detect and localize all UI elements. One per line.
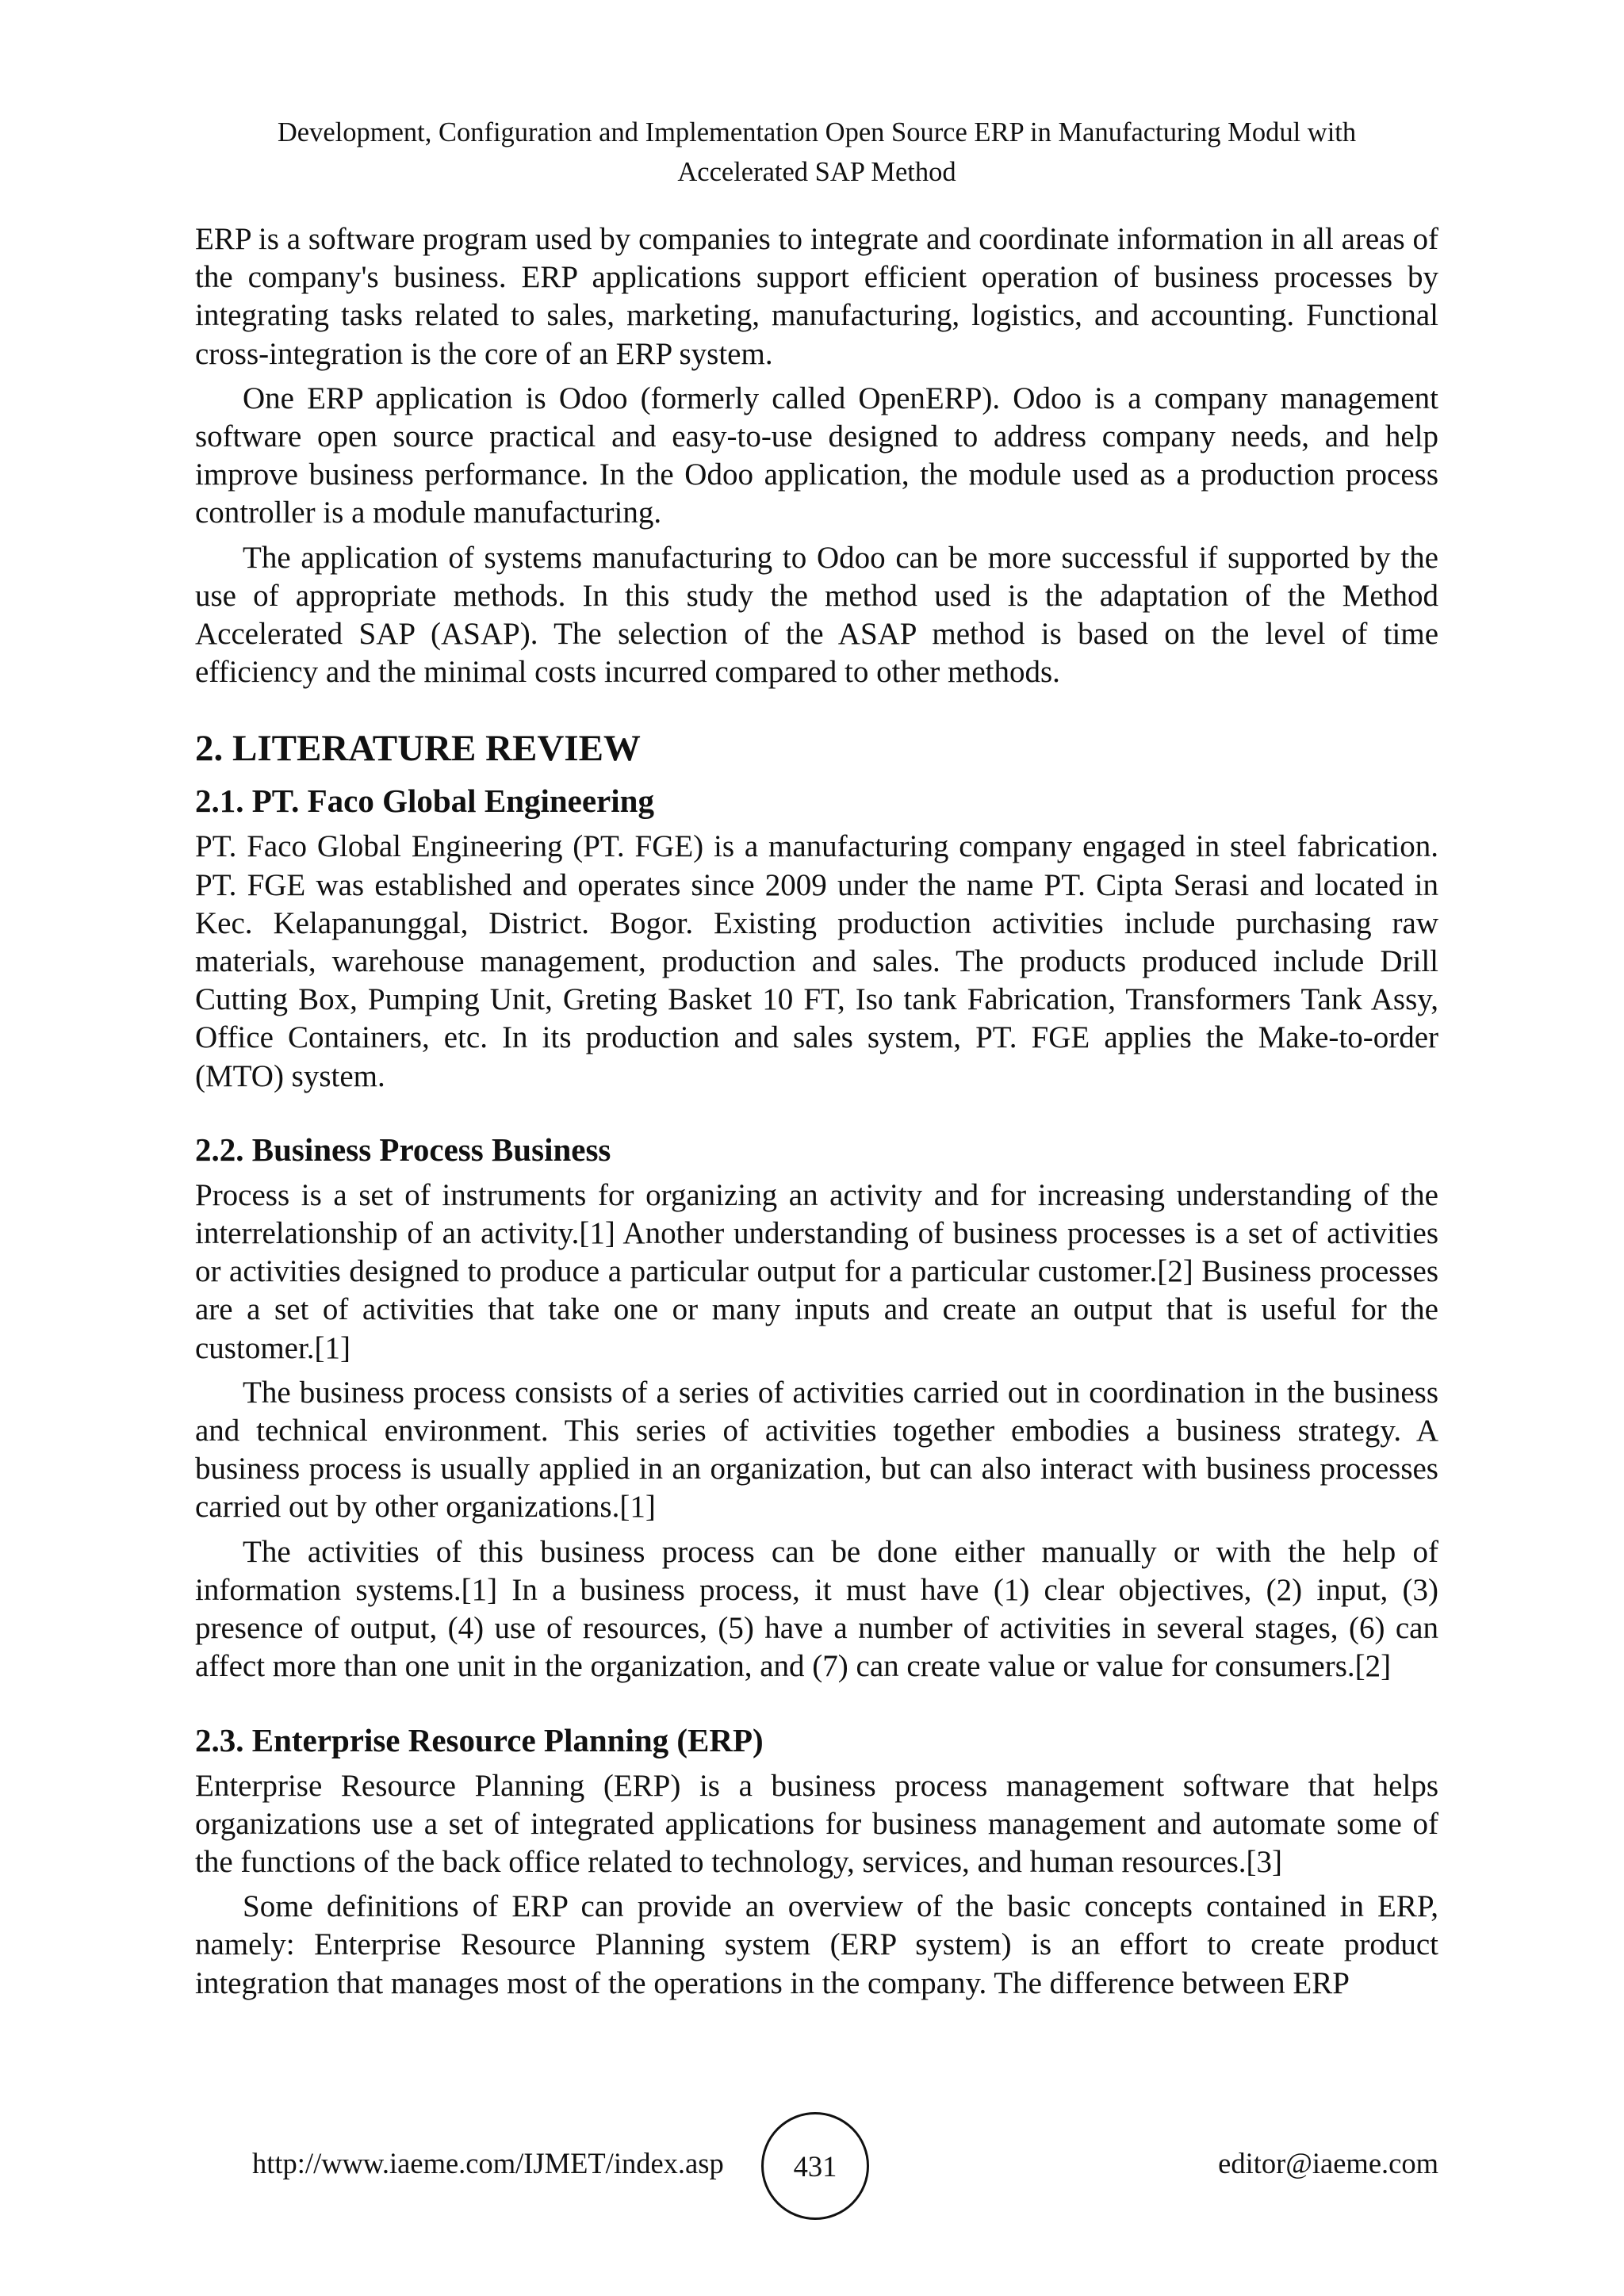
intro-paragraph-1: ERP is a software program used by companies to integrate and coordinate information in all areas of the company's business. ERP applications support efficient operation of business processes by integrating tasks related to sales, marketing, manufacturing, logistics, and accounting. Functional cross-integration is the core of an ERP system. <box>195 222 1438 371</box>
running-header-line-2: Accelerated SAP Method <box>677 157 956 187</box>
footer-email-link[interactable]: editor@iaeme.com <box>1218 2147 1438 2179</box>
erp-paragraph-2: Some definitions of ERP can provide an overview of the basic concepts contained in ERP, namely: Enterprise Resource Planning system (ERP system) is an effort to create product integration that manages most of the operations in the company. The difference between ERP <box>195 1889 1438 2000</box>
subsection-heading-business-process: 2.2. Business Process Business <box>195 1131 611 1168</box>
faco-paragraph-1: PT. Faco Global Engineering (PT. FGE) is a manufacturing company engaged in steel fabrication. PT. FGE was established and operates since 2009 under the name PT. Cipta Serasi and located in Kec. Kelapanunggal, District. Bogor. Existing production activities include purchasing raw materials, warehouse management, production and sales. The products produced include Drill Cutting Box, Pumping Unit, Greting Basket 10 FT, Iso tank Fabrication, Transformers Tank Assy, Office Containers, etc. In its production and sales system, PT. FGE applies the Make-to-order (MTO) system. <box>195 829 1438 1093</box>
running-header-line-1: Development, Configuration and Implementation Open Source ERP in Manufacturing Modul with <box>277 117 1357 147</box>
business-process-paragraph-2: The business process consists of a series of activities carried out in coordination in the business and technical environment. This series of activities together embodies a business strategy. A business process is usually applied in an organization, but can also interact with business processes carried out by other organizations.[1] <box>195 1375 1438 1525</box>
business-process-paragraph-3: The activities of this business process can be done either manually or with the help of information systems.[1] In a business process, it must have (1) clear objectives, (2) input, (3) presence of output, (4) use of resources, (5) have a number of activities in several stages, (6) can affect more than one unit in the organization, and (7) can create value or value for consumers.[2] <box>195 1534 1438 1684</box>
footer-url-link[interactable]: http://www.iaeme.com/IJMET/index.asp <box>252 2147 724 2179</box>
page-number: 431 <box>793 2149 837 2183</box>
intro-paragraph-3: The application of systems manufacturing to Odoo can be more successful if supported by the use of appropriate methods. In this study the method used is the adaptation of the Method Accelerated SAP (ASAP). The selection of the ASAP method is based on the level of time efficiency and the minimal costs incurred compared to other methods. <box>195 540 1438 690</box>
page-body <box>195 220 1438 2009</box>
page-number-badge <box>761 2112 869 2220</box>
erp-paragraph-1: Enterprise Resource Planning (ERP) is a business process management software that helps organizations use a set of integrated applications for business management and automate some of the functions of the back office related to technology, services, and human resources.[3] <box>195 1768 1438 1879</box>
section-heading-literature-review: 2. LITERATURE REVIEW <box>195 728 641 770</box>
page-footer <box>195 2112 1438 2228</box>
running-header <box>195 113 1438 192</box>
business-process-paragraph-1: Process is a set of instruments for organizing an activity and for increasing understanding of the interrelationship of an activity.[1] Another understanding of business processes is a set of activities or activities designed to produce a particular output for a particular customer.[2] Business processes are a set of activities that take one or many inputs and create an output that is useful for the customer.[1] <box>195 1177 1438 1365</box>
subsection-heading-erp: 2.3. Enterprise Resource Planning (ERP) <box>195 1721 764 1758</box>
intro-paragraph-2: One ERP application is Odoo (formerly called OpenERP). Odoo is a company management software open source practical and easy-to-use designed to address company needs, and help improve business performance. In the Odoo application, the module used as a production process controller is a module manufacturing. <box>195 381 1438 530</box>
subsection-heading-faco: 2.1. PT. Faco Global Engineering <box>195 783 654 820</box>
